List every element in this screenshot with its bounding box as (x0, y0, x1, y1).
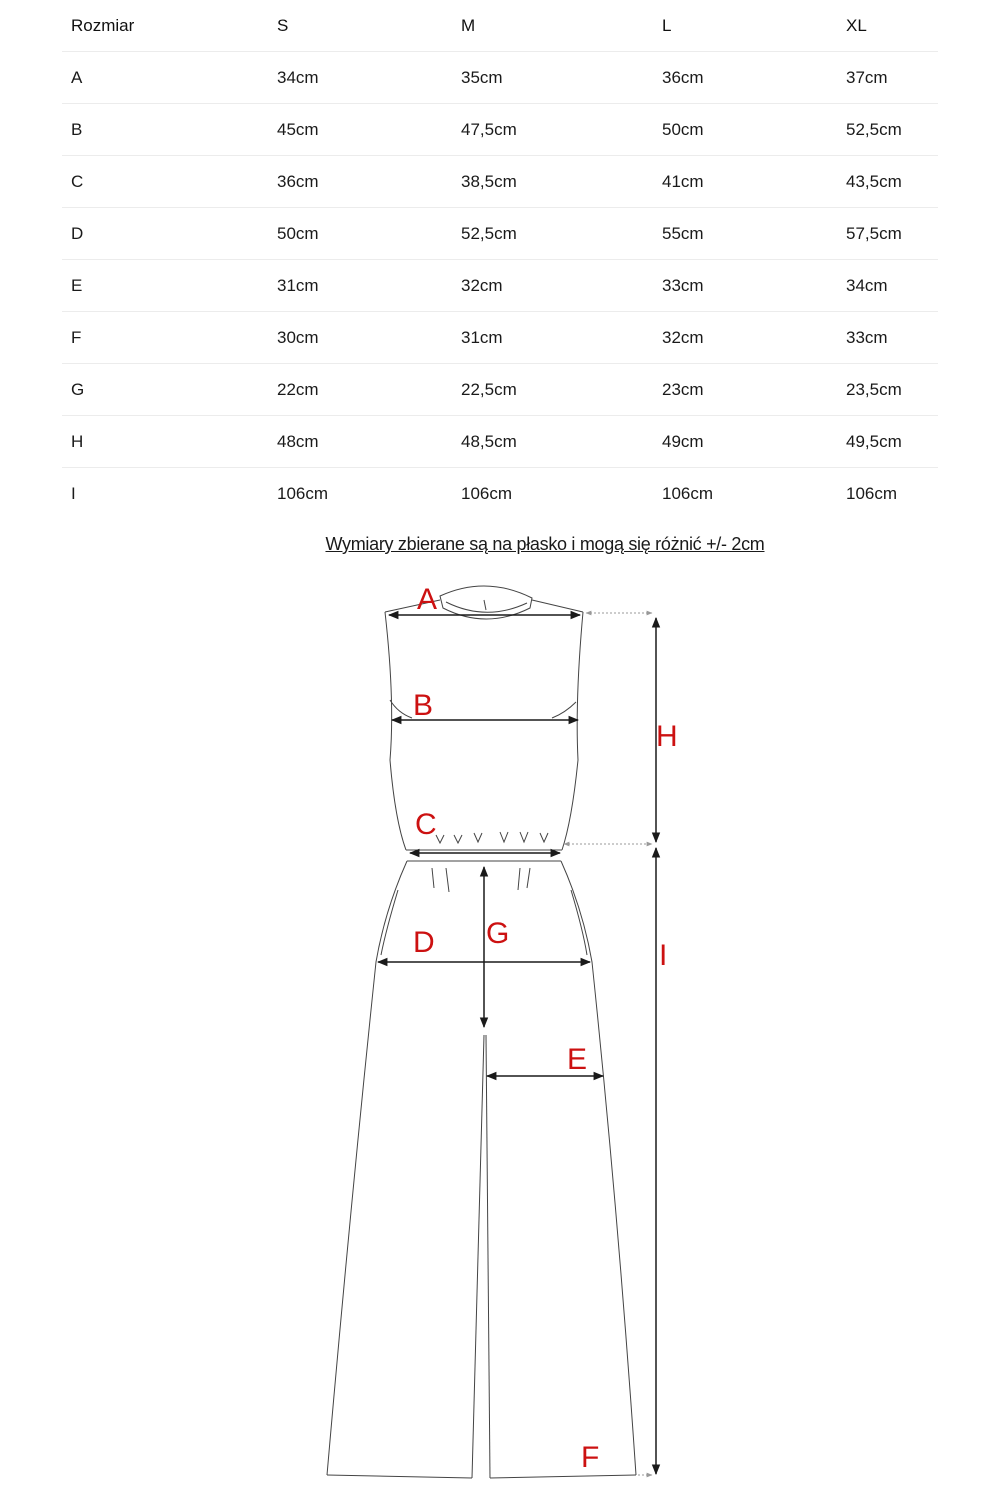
header-cell: L (653, 0, 837, 52)
table-cell: 22cm (268, 364, 452, 416)
label-b: B (413, 689, 434, 722)
table-cell: 38,5cm (452, 156, 653, 208)
table-cell: 37cm (837, 52, 938, 104)
row-label: I (71, 483, 76, 503)
table-cell: 50cm (653, 104, 837, 156)
table-cell: 41cm (653, 156, 837, 208)
table-cell: 33cm (837, 312, 938, 364)
table-cell: 55cm (653, 208, 837, 260)
table-cell: 36cm (268, 156, 452, 208)
table-cell: 31cm (268, 260, 452, 312)
row-label: B (62, 104, 268, 156)
measurement-lines (378, 615, 656, 1474)
label-f: F (581, 1441, 600, 1474)
table-cell: 31cm (452, 312, 653, 364)
table-cell: 52,5cm (452, 208, 653, 260)
row-label: C (62, 156, 268, 208)
table-cell: 23,5cm (837, 364, 938, 416)
table-cell: 33cm (653, 260, 837, 312)
table-cell: 34cm (268, 52, 452, 104)
row-label: E (62, 260, 268, 312)
table-cell: 43,5cm (837, 156, 938, 208)
label-a: A (417, 583, 438, 616)
table-cell: 48,5cm (452, 416, 653, 468)
table-cell: 23cm (653, 364, 837, 416)
table-cell: 32cm (452, 260, 653, 312)
label-g: G (486, 917, 510, 950)
header-cell: S (268, 0, 452, 52)
dimension-labels (413, 583, 678, 1474)
label-c: C (415, 808, 437, 841)
row-label: A (62, 52, 268, 104)
table-cell: 34cm (837, 260, 938, 312)
table-cell: 35cm (452, 52, 653, 104)
table-cell: 22,5cm (452, 364, 653, 416)
table-cell: 50cm (268, 208, 452, 260)
header-cell: M (452, 0, 653, 52)
table-cell: 45cm (268, 104, 452, 156)
row-label: F (62, 312, 268, 364)
row-label: G (62, 364, 268, 416)
label-e: E (567, 1043, 588, 1076)
table-cell: 106cm (277, 483, 329, 503)
table-cell: 30cm (268, 312, 452, 364)
table-cell: 106cm (846, 483, 898, 503)
label-h: H (656, 720, 678, 753)
table-cell: 52,5cm (837, 104, 938, 156)
table-cell: 49,5cm (837, 416, 938, 468)
table-cell: 49cm (653, 416, 837, 468)
table-cell: 36cm (653, 52, 837, 104)
table-cell: 106cm (662, 483, 714, 503)
table-cell: 106cm (461, 483, 513, 503)
row-label: D (62, 208, 268, 260)
table-cell: 57,5cm (837, 208, 938, 260)
label-d: D (413, 926, 435, 959)
label-i: I (659, 939, 668, 972)
header-cell: XL (837, 0, 938, 52)
table-cell: 32cm (653, 312, 837, 364)
table-cell: 48cm (268, 416, 452, 468)
row-label: H (62, 416, 268, 468)
measurement-note: Wymiary zbierane są na płasko i mogą się różnić +/- 2cm (325, 534, 765, 554)
table-cell: 47,5cm (452, 104, 653, 156)
header-cell: Rozmiar (62, 0, 268, 52)
